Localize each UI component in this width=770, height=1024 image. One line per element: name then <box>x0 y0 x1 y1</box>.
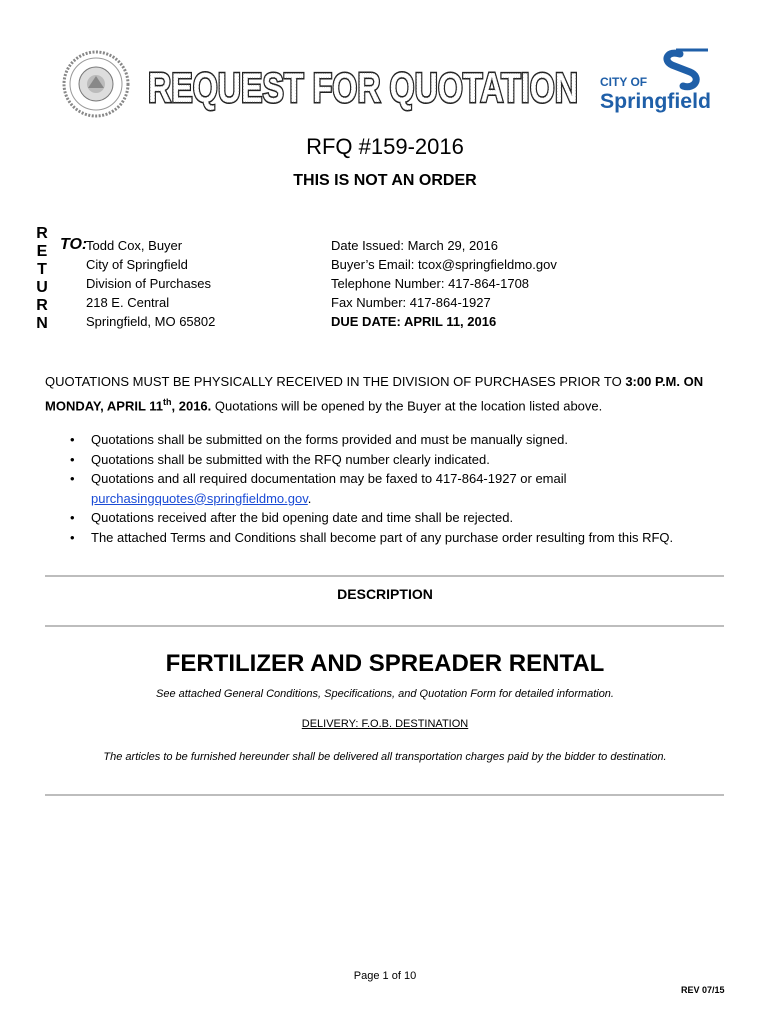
rfq-title: FERTILIZER AND SPREADER RENTAL <box>165 650 605 677</box>
revision-label: REV 07/15 <box>681 985 725 995</box>
return-letter: E <box>36 243 48 260</box>
list-item-text: Quotations shall be submitted with the RFQ number clearly indicated. <box>91 451 490 467</box>
list-item-text: Quotations received after the bid opening date and time shall be rejected. <box>91 510 514 525</box>
buyer-email: Buyer’s Email: tcox@springfieldmo.gov <box>331 257 557 272</box>
fax-number: Fax Number: 417-864-1927 <box>331 295 491 310</box>
address-org: City of Springfield <box>86 257 188 272</box>
not-an-order-notice: THIS IS NOT AN ORDER <box>293 172 477 189</box>
return-letter: U <box>36 279 48 296</box>
furnished-note: The articles to be furnished hereunder shall be delivered all transportation charges paid by the bidder to destination. <box>103 751 667 763</box>
list-item-text: The attached Terms and Conditions shall become part of any purchase order resulting from this RFQ. <box>91 529 674 545</box>
list-item <box>70 508 730 528</box>
return-address <box>86 236 215 331</box>
page-number: Page 1 of 10 <box>353 970 417 982</box>
notice-opening-text: Quotations will be opened by the Buyer at the location listed above. <box>211 398 603 414</box>
purchasing-email-link[interactable]: purchasingquotes@springfieldmo.gov <box>91 490 308 506</box>
logo-city-of: CITY OF <box>600 75 648 89</box>
banner-title-texture: REQUEST FOR QUOTATION <box>148 64 578 111</box>
banner-title: REQUEST FOR QUOTATION <box>148 64 578 111</box>
buyer-name: Todd Cox, Buyer <box>86 238 183 253</box>
return-letter: N <box>36 315 48 332</box>
see-attached-note: See attached General Conditions, Specifications, and Quotation Form for detailed information. <box>156 688 614 700</box>
list-item <box>70 469 730 508</box>
list-item <box>70 450 730 470</box>
link-suffix: . <box>307 490 312 506</box>
address-city: Springfield, MO 65802 <box>86 314 216 329</box>
instructions-list <box>70 430 730 547</box>
notice-deadline: 3:00 P.M. ON MONDAY, APRIL 11 <box>45 374 704 414</box>
list-item-text: Quotations shall be submitted on the forms provided and must be manually signed. <box>91 432 568 447</box>
notice-text: QUOTATIONS MUST BE PHYSICALLY RECEIVED IN THE DIVISION OF PURCHASES PRIOR TO <box>45 374 626 389</box>
issue-details <box>331 236 557 331</box>
return-letter: R <box>36 297 48 314</box>
city-of-springfield-logo <box>598 46 713 114</box>
return-letter: T <box>37 261 47 278</box>
request-for-quotation-banner <box>143 58 583 114</box>
description-heading: DESCRIPTION <box>337 586 433 602</box>
address-street: 218 E. Central <box>86 295 170 310</box>
city-seal-icon <box>62 50 130 118</box>
list-item <box>70 528 730 548</box>
divider-middle <box>45 625 724 627</box>
telephone-number: Telephone Number: 417-864-1708 <box>331 276 530 291</box>
return-letter: R <box>36 225 48 242</box>
rfq-number: RFQ #159-2016 <box>306 134 464 159</box>
notice-superscript: th <box>163 397 172 407</box>
address-division: Division of Purchases <box>86 276 211 291</box>
notice-deadline-year: , 2016. <box>171 398 212 414</box>
logo-springfield: Springfield <box>600 90 711 113</box>
return-vertical-label <box>34 225 50 333</box>
divider-top <box>45 575 724 577</box>
divider-bottom <box>45 794 724 796</box>
due-date: DUE DATE: APRIL 11, 2016 <box>331 314 497 329</box>
list-item-text: Quotations and all required documentation may be faxed to 417-864-1927 or email <box>91 471 567 486</box>
to-label: TO: <box>60 236 88 253</box>
list-item <box>70 430 730 450</box>
date-issued: Date Issued: March 29, 2016 <box>331 238 498 253</box>
delivery-terms: DELIVERY: F.O.B. DESTINATION <box>301 718 469 730</box>
submission-notice <box>45 372 725 416</box>
